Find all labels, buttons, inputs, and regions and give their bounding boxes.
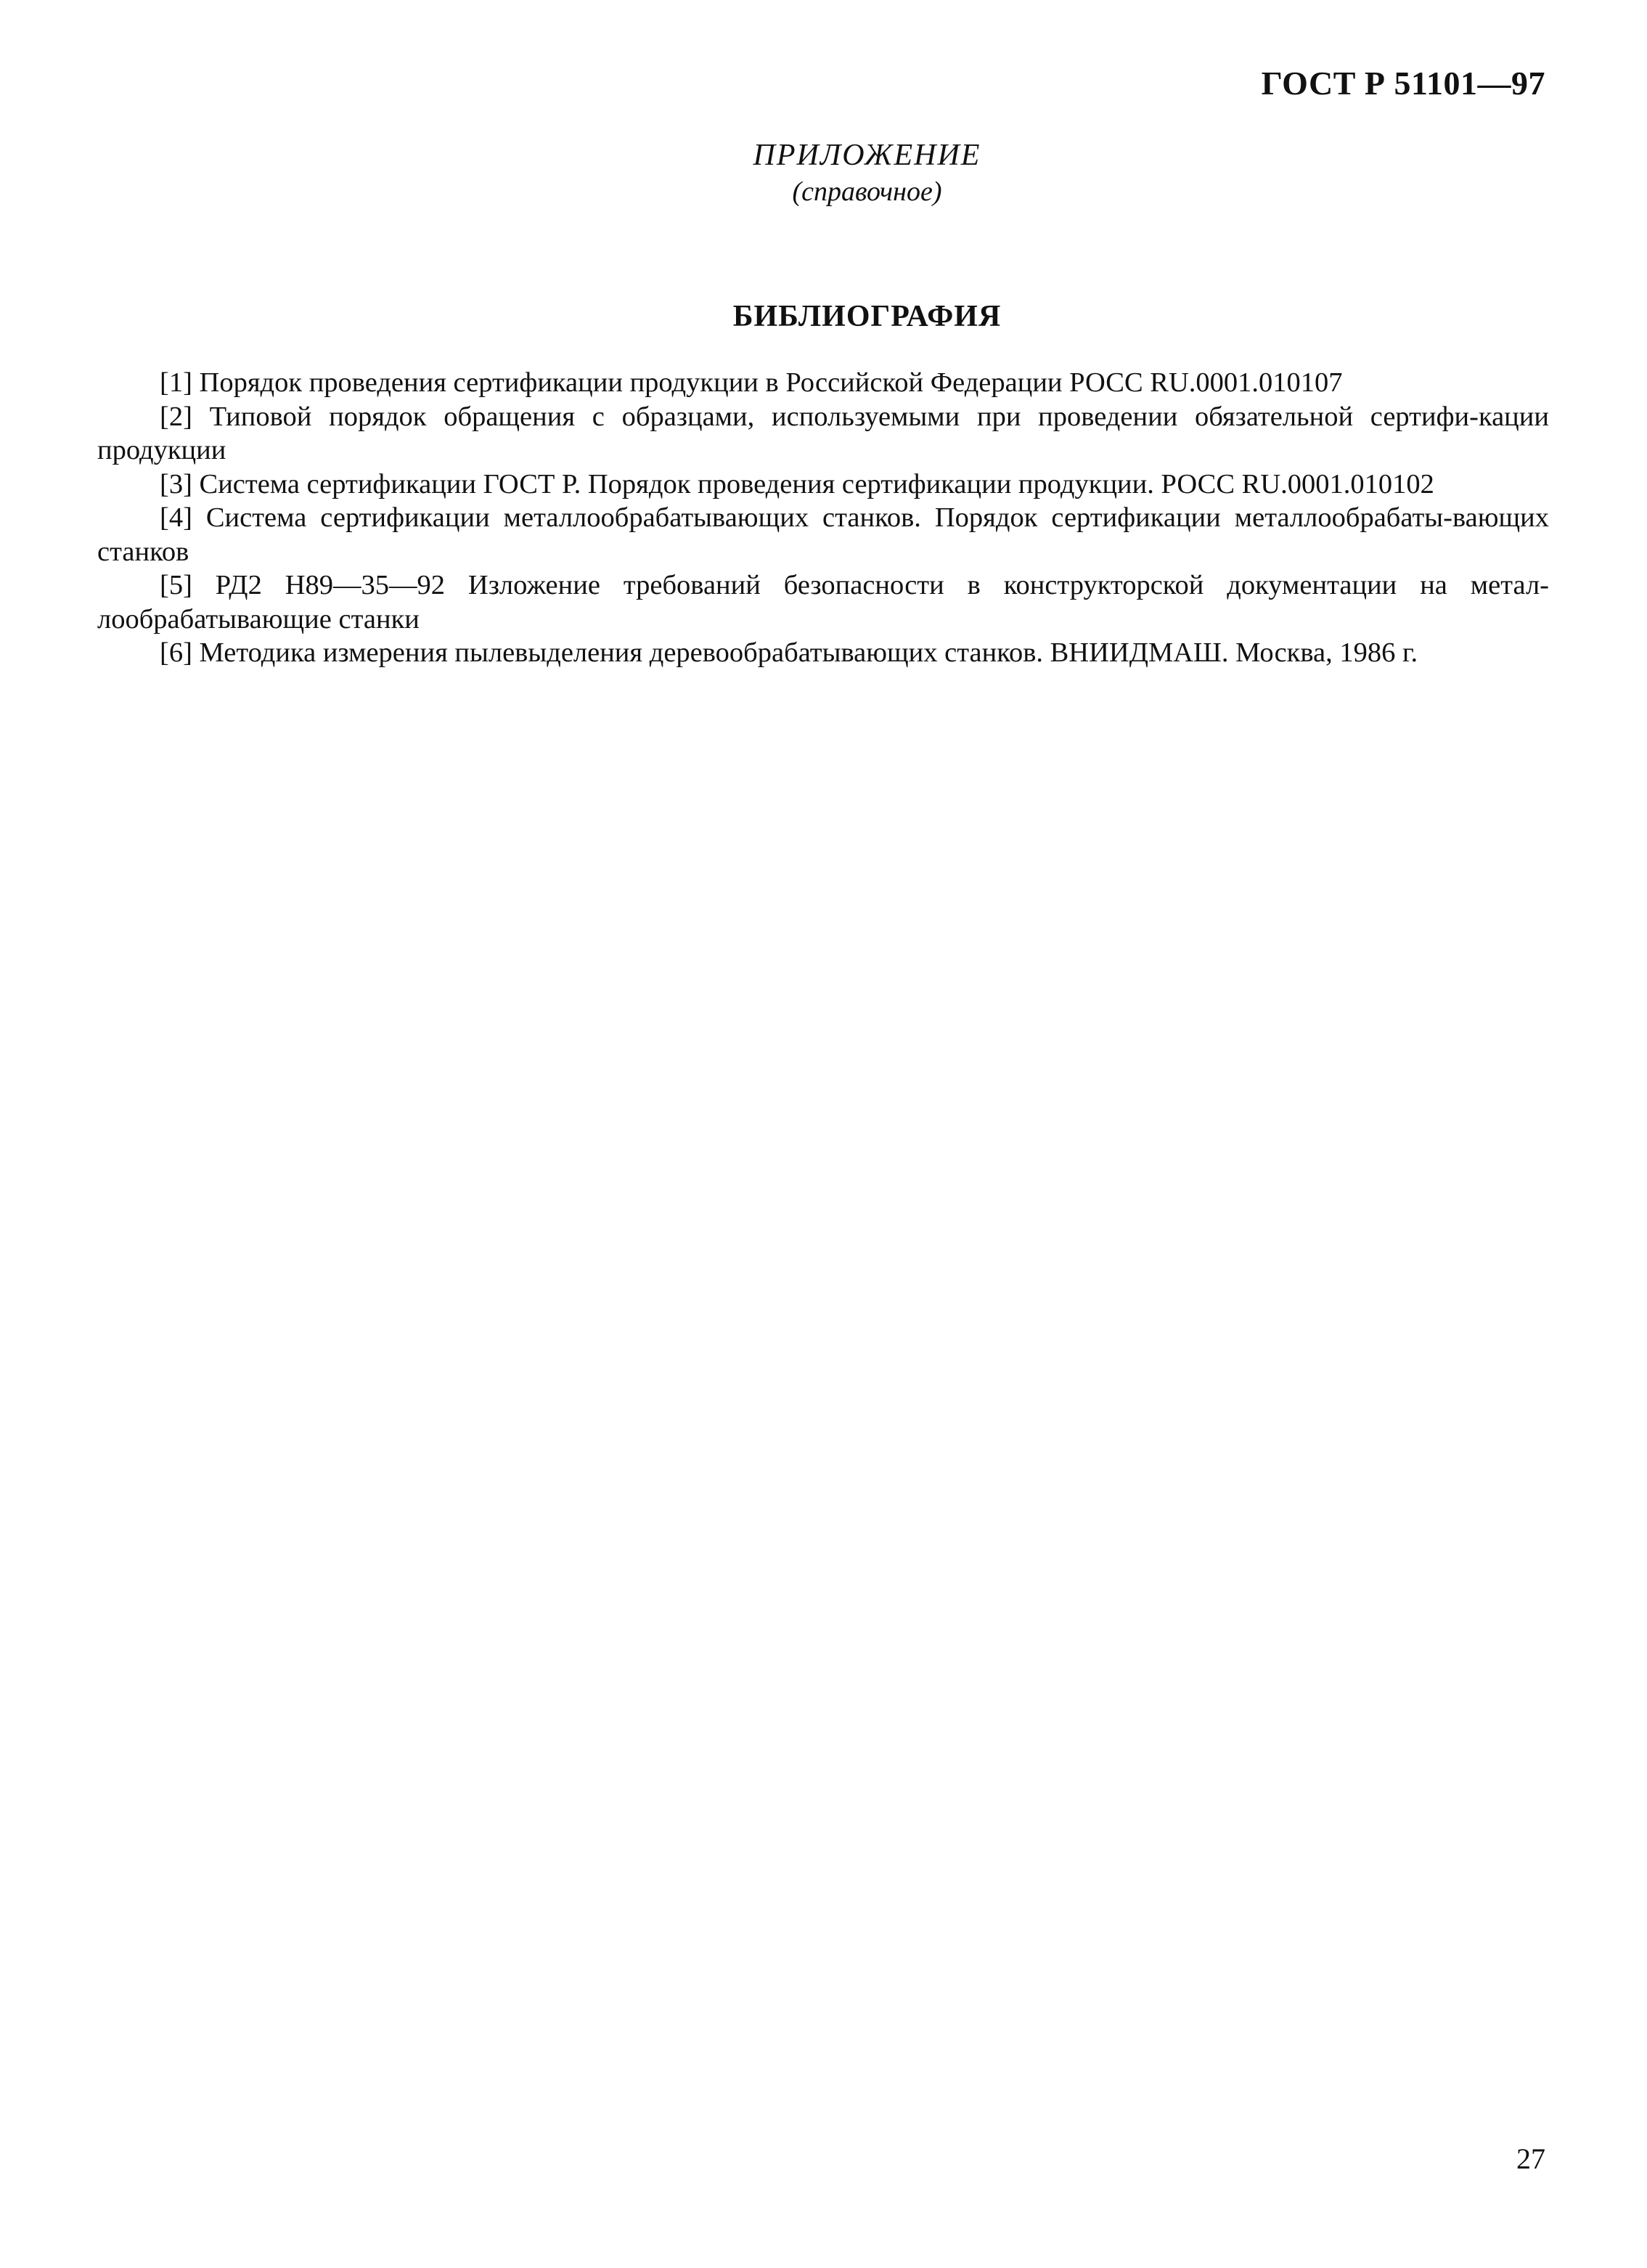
bibliography-item-4: [4] Система сертификации металлообрабатывающих станков. Порядок сертификации металлообрабаты-вающих станков [97,502,1549,567]
appendix-title: ПРИЛОЖЕНИЕ [753,139,981,172]
bibliography-title: БИБЛИОГРАФИЯ [732,300,1002,333]
bibliography-item-2: [2] Типовой порядок обращения с образцами, используемыми при проведении обязательной сертифи-кации продукции [97,401,1549,465]
bibliography-item-6: [6] Методика измерения пылевыделения деревообрабатывающих станков. ВНИИДМАШ. Москва, 1986 г. [160,637,1418,668]
appendix-subtitle: (справочное) [792,176,942,207]
document-code: ГОСТ Р 51101—97 [1261,65,1545,102]
bibliography-item-5: [5] РД2 Н89—35—92 Изложение требований безопасности в конструкторской документации на метал-лообрабатывающие станки [97,570,1549,635]
bibliography-item-1: [1] Порядок проведения сертификации продукции в Российской Федерации РОСС RU.0001.010107 [160,367,1343,398]
bibliography-item-3: [3] Система сертификации ГОСТ Р. Порядок проведения сертификации продукции. РОСС RU.0001.010102 [160,468,1434,499]
bibliography-list [97,366,1549,670]
appendix-heading [0,136,1647,209]
page-number: 27 [1516,2142,1545,2175]
